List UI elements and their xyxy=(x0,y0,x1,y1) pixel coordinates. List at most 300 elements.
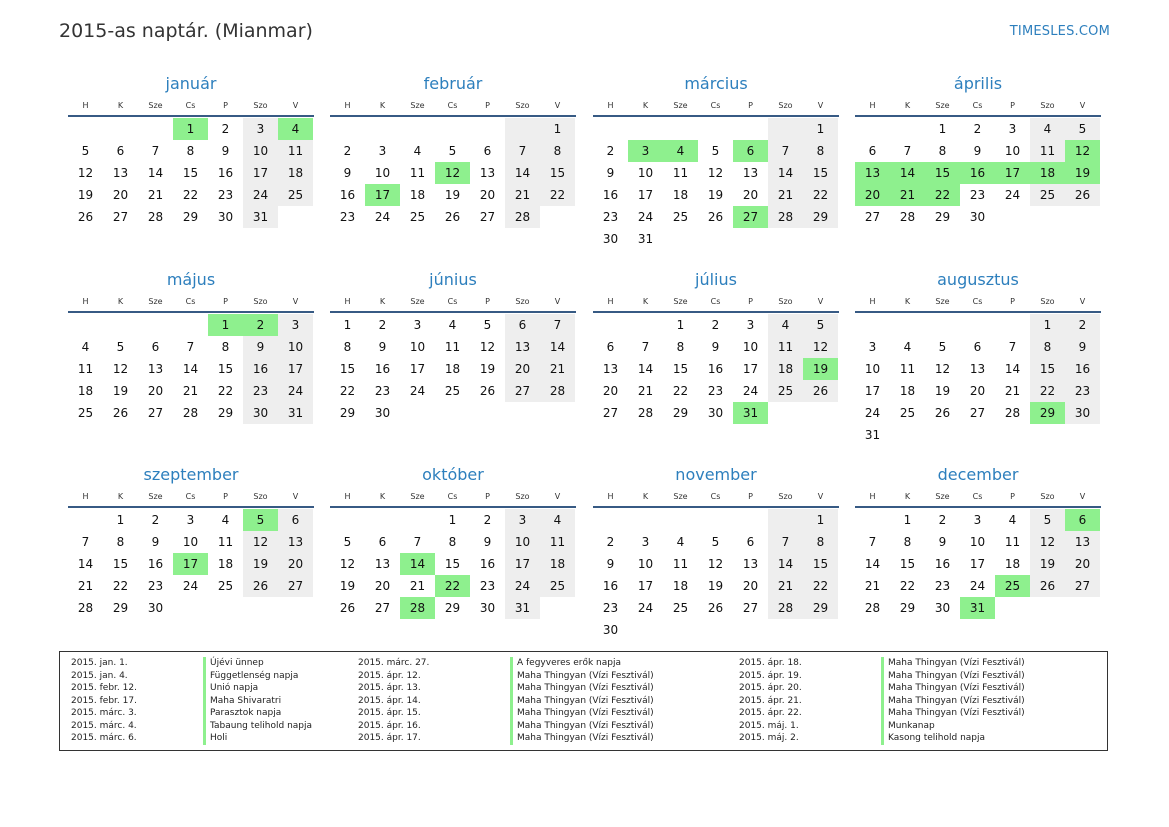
day-cell: 28 xyxy=(505,206,540,228)
holiday-date: 2015. márc. 4. xyxy=(71,720,137,731)
holiday-day-cell: 4 xyxy=(278,118,313,140)
holiday-day-cell: 17 xyxy=(365,184,400,206)
empty-day-cell xyxy=(505,118,540,140)
weekday-label: V xyxy=(554,492,561,501)
day-cell: 18 xyxy=(768,358,803,380)
day-cell: 1 xyxy=(903,513,912,527)
day-cell: 4 xyxy=(768,314,803,336)
day-cell: 12 xyxy=(479,340,496,354)
weekday-label: Szo xyxy=(515,297,530,306)
day-cell: 6 xyxy=(868,144,877,158)
holiday-row xyxy=(71,695,401,708)
day-cell: 8 xyxy=(448,535,457,549)
empty-day-cell xyxy=(103,314,138,336)
weekday-label: H xyxy=(607,297,614,306)
holiday-row xyxy=(71,720,401,733)
day-cell: 13 xyxy=(602,362,619,376)
weekday-label: V xyxy=(292,101,299,110)
day-cell: 4 xyxy=(676,535,685,549)
day-cell: 1 xyxy=(448,513,457,527)
day-cell: 17 xyxy=(505,553,540,575)
day-cell: 29 xyxy=(182,210,199,224)
weekday-label: K xyxy=(117,101,124,110)
weekday-header xyxy=(855,293,1101,313)
weekday-label: P xyxy=(485,101,490,110)
day-cell: 8 xyxy=(186,144,195,158)
holiday-row xyxy=(71,670,401,683)
day-cell: 7 xyxy=(505,140,540,162)
empty-day-cell xyxy=(173,314,208,336)
day-cell: 13 xyxy=(374,557,391,571)
day-cell: 27 xyxy=(742,601,759,615)
day-cell: 20 xyxy=(602,384,619,398)
holiday-column xyxy=(71,657,401,745)
day-cell: 7 xyxy=(540,314,575,336)
day-cell: 11 xyxy=(409,166,426,180)
day-cell: 16 xyxy=(602,188,619,202)
day-cell: 10 xyxy=(637,166,654,180)
holiday-name: Unió napja xyxy=(203,682,258,695)
day-cell: 26 xyxy=(112,406,129,420)
weekday-label: Sze xyxy=(673,297,688,306)
day-cell: 10 xyxy=(505,531,540,553)
month-block xyxy=(68,73,314,228)
holiday-row xyxy=(358,707,688,720)
day-cell: 18 xyxy=(409,188,426,202)
day-cell: 24 xyxy=(278,380,313,402)
day-cell: 24 xyxy=(505,575,540,597)
day-cell: 29 xyxy=(444,601,461,615)
holiday-name: Maha Thingyan (Vízi Fesztivál) xyxy=(510,720,654,733)
day-cell: 23 xyxy=(602,210,619,224)
weekday-label: H xyxy=(607,101,614,110)
day-cell: 19 xyxy=(934,384,951,398)
holiday-row xyxy=(739,695,1069,708)
day-cell: 30 xyxy=(243,402,278,424)
empty-day-cell xyxy=(330,509,365,531)
day-cell: 3 xyxy=(973,513,982,527)
weekday-header xyxy=(330,293,576,313)
holiday-day-cell: 16 xyxy=(960,162,995,184)
holiday-date: 2015. jan. 4. xyxy=(71,670,128,681)
day-cell: 15 xyxy=(899,557,916,571)
weekday-label: Cs xyxy=(972,492,983,501)
day-cell: 25 xyxy=(217,579,234,593)
weekday-label: H xyxy=(869,101,876,110)
day-cell: 16 xyxy=(707,362,724,376)
holiday-row xyxy=(358,695,688,708)
day-cell: 6 xyxy=(606,340,615,354)
weekday-header xyxy=(330,488,576,508)
day-cell: 7 xyxy=(768,531,803,553)
weekday-label: V xyxy=(1079,297,1086,306)
weekday-label: H xyxy=(82,492,89,501)
empty-day-cell xyxy=(138,314,173,336)
day-cell: 5 xyxy=(1030,509,1065,531)
holiday-day-cell: 1 xyxy=(173,118,208,140)
weekday-label: K xyxy=(642,297,649,306)
day-cell: 19 xyxy=(707,188,724,202)
weekday-label: Cs xyxy=(447,101,458,110)
day-cell: 5 xyxy=(938,340,947,354)
weekday-label: K xyxy=(379,492,386,501)
holiday-date: 2015. máj. 2. xyxy=(739,733,799,743)
month-name: szeptember xyxy=(143,465,239,484)
holiday-date: 2015. ápr. 17. xyxy=(358,733,421,743)
empty-day-cell xyxy=(698,118,733,140)
day-cell: 19 xyxy=(444,188,461,202)
weekday-header xyxy=(855,97,1101,117)
holiday-day-cell: 1 xyxy=(208,314,243,336)
empty-day-cell xyxy=(960,314,995,336)
holiday-column xyxy=(739,657,1069,745)
day-cell: 9 xyxy=(483,535,492,549)
day-cell: 16 xyxy=(217,166,234,180)
month-name: augusztus xyxy=(937,270,1019,289)
holiday-day-cell: 20 xyxy=(855,184,890,206)
empty-day-cell xyxy=(470,118,505,140)
weekday-label: H xyxy=(344,101,351,110)
day-cell: 1 xyxy=(343,318,352,332)
holiday-date: 2015. ápr. 15. xyxy=(358,708,421,718)
day-cell: 19 xyxy=(243,553,278,575)
weekday-label: K xyxy=(642,101,649,110)
day-cell: 4 xyxy=(413,144,422,158)
day-cell: 6 xyxy=(151,340,160,354)
day-cell: 13 xyxy=(742,557,759,571)
weekday-label: V xyxy=(1079,101,1086,110)
weekday-label: K xyxy=(904,101,911,110)
holiday-name: Maha Thingyan (Vízi Fesztivál) xyxy=(510,682,654,695)
page-title: 2015-as naptár. (Mianmar) xyxy=(59,20,313,42)
holiday-name: Maha Thingyan (Vízi Fesztivál) xyxy=(881,695,1025,708)
day-cell: 17 xyxy=(969,557,986,571)
weekday-label: Sze xyxy=(148,492,163,501)
day-cell: 12 xyxy=(707,166,724,180)
day-cell: 16 xyxy=(243,358,278,380)
weekday-header xyxy=(68,97,314,117)
day-cell: 22 xyxy=(540,184,575,206)
day-cell: 24 xyxy=(243,184,278,206)
day-cell: 4 xyxy=(81,340,90,354)
day-cell: 25 xyxy=(444,384,461,398)
weekday-label: H xyxy=(607,492,614,501)
month-block xyxy=(855,73,1101,228)
day-cell: 21 xyxy=(505,184,540,206)
day-cell: 10 xyxy=(243,140,278,162)
day-cell: 2 xyxy=(483,513,492,527)
holiday-name: Munkanap xyxy=(881,720,935,733)
day-cell: 11 xyxy=(278,140,313,162)
holiday-date: 2015. márc. 3. xyxy=(71,708,137,718)
holiday-name: Maha Thingyan (Vízi Fesztivál) xyxy=(510,670,654,683)
weekday-label: K xyxy=(904,297,911,306)
day-cell: 3 xyxy=(746,318,755,332)
weekday-label: P xyxy=(748,101,753,110)
day-cell: 13 xyxy=(969,362,986,376)
day-cell: 23 xyxy=(147,579,164,593)
day-cell: 19 xyxy=(339,579,356,593)
day-cell: 27 xyxy=(147,406,164,420)
day-cell: 25 xyxy=(540,575,575,597)
day-cell: 12 xyxy=(77,166,94,180)
day-cell: 30 xyxy=(602,232,619,246)
month-name: július xyxy=(695,270,737,289)
weekday-label: Szo xyxy=(1040,492,1055,501)
day-cell: 17 xyxy=(637,579,654,593)
day-cell: 6 xyxy=(483,144,492,158)
day-cell: 27 xyxy=(602,406,619,420)
day-cell: 31 xyxy=(505,597,540,619)
day-cell: 14 xyxy=(147,166,164,180)
holiday-name: Maha Thingyan (Vízi Fesztivál) xyxy=(881,707,1025,720)
weekday-label: V xyxy=(817,297,824,306)
day-cell: 21 xyxy=(540,358,575,380)
holiday-row xyxy=(358,732,688,745)
empty-day-cell xyxy=(400,118,435,140)
holiday-day-cell: 5 xyxy=(243,509,278,531)
day-cell: 9 xyxy=(151,535,160,549)
day-cell: 28 xyxy=(147,210,164,224)
holiday-row xyxy=(739,707,1069,720)
day-cell: 28 xyxy=(540,380,575,402)
day-cell: 25 xyxy=(899,406,916,420)
day-cell: 5 xyxy=(1065,118,1100,140)
day-cell: 16 xyxy=(374,362,391,376)
holiday-name: Maha Thingyan (Vízi Fesztivál) xyxy=(510,707,654,720)
day-cell: 1 xyxy=(803,509,838,531)
day-cell: 8 xyxy=(221,340,230,354)
month-block xyxy=(593,464,839,641)
day-cell: 29 xyxy=(899,601,916,615)
day-cell: 30 xyxy=(934,601,951,615)
day-cell: 8 xyxy=(540,140,575,162)
weekday-header xyxy=(68,488,314,508)
holiday-day-cell: 3 xyxy=(628,140,663,162)
weekday-label: Szo xyxy=(778,101,793,110)
day-cell: 23 xyxy=(707,384,724,398)
day-cell: 11 xyxy=(768,336,803,358)
weekday-label: K xyxy=(117,297,124,306)
weekday-label: V xyxy=(1079,492,1086,501)
day-cell: 15 xyxy=(112,557,129,571)
weekday-label: V xyxy=(554,101,561,110)
day-cell: 19 xyxy=(77,188,94,202)
day-cell: 18 xyxy=(672,579,689,593)
day-cell: 28 xyxy=(864,601,881,615)
holiday-column xyxy=(358,657,688,745)
weekday-label: Sze xyxy=(673,101,688,110)
day-cell: 12 xyxy=(934,362,951,376)
empty-day-cell xyxy=(628,314,663,336)
holiday-day-cell: 6 xyxy=(1065,509,1100,531)
day-cell: 6 xyxy=(746,535,755,549)
day-cell: 10 xyxy=(374,166,391,180)
weekday-label: Cs xyxy=(710,492,721,501)
weekday-label: P xyxy=(1010,492,1015,501)
day-cell: 16 xyxy=(602,579,619,593)
weekday-label: V xyxy=(817,492,824,501)
day-cell: 14 xyxy=(540,336,575,358)
day-cell: 14 xyxy=(768,162,803,184)
holiday-day-cell: 25 xyxy=(995,575,1030,597)
day-cell: 31 xyxy=(278,402,313,424)
weekday-label: Cs xyxy=(185,101,196,110)
day-cell: 1 xyxy=(1030,314,1065,336)
day-cell: 27 xyxy=(969,406,986,420)
empty-day-cell xyxy=(663,118,698,140)
day-cell: 3 xyxy=(641,535,650,549)
day-cell: 9 xyxy=(343,166,352,180)
day-cell: 15 xyxy=(217,362,234,376)
holiday-row xyxy=(739,720,1069,733)
day-cell: 15 xyxy=(1030,358,1065,380)
day-cell: 7 xyxy=(413,535,422,549)
day-cell: 29 xyxy=(672,406,689,420)
day-cell: 4 xyxy=(221,513,230,527)
holiday-name: Parasztok napja xyxy=(203,707,281,720)
day-cell: 2 xyxy=(606,535,615,549)
day-cell: 9 xyxy=(938,535,947,549)
day-cell: 30 xyxy=(707,406,724,420)
weekday-label: Szo xyxy=(515,492,530,501)
empty-day-cell xyxy=(593,509,628,531)
day-cell: 24 xyxy=(374,210,391,224)
holiday-row xyxy=(739,670,1069,683)
day-cell: 25 xyxy=(768,380,803,402)
day-cell: 14 xyxy=(1004,362,1021,376)
day-cell: 24 xyxy=(637,601,654,615)
day-cell: 11 xyxy=(672,557,689,571)
day-cell: 5 xyxy=(343,535,352,549)
day-cell: 7 xyxy=(768,140,803,162)
empty-day-cell xyxy=(733,509,768,531)
month-block xyxy=(855,269,1101,446)
day-cell: 14 xyxy=(768,553,803,575)
day-cell: 29 xyxy=(217,406,234,420)
day-cell: 19 xyxy=(112,384,129,398)
weekday-label: K xyxy=(904,492,911,501)
holiday-day-cell: 19 xyxy=(1065,162,1100,184)
day-cell: 29 xyxy=(339,406,356,420)
day-cell: 14 xyxy=(77,557,94,571)
day-cell: 13 xyxy=(742,166,759,180)
weekday-label: Cs xyxy=(185,297,196,306)
weekday-header xyxy=(330,97,576,117)
day-cell: 7 xyxy=(903,144,912,158)
day-cell: 27 xyxy=(505,380,540,402)
day-cell: 22 xyxy=(672,384,689,398)
day-cell: 23 xyxy=(339,210,356,224)
day-cell: 10 xyxy=(278,336,313,358)
day-cell: 22 xyxy=(182,188,199,202)
day-cell: 17 xyxy=(409,362,426,376)
day-cell: 17 xyxy=(243,162,278,184)
holiday-day-cell: 22 xyxy=(925,184,960,206)
holiday-name: Tabaung telihold napja xyxy=(203,720,312,733)
weekday-label: Cs xyxy=(447,492,458,501)
weekday-label: Sze xyxy=(148,297,163,306)
day-cell: 26 xyxy=(707,210,724,224)
day-cell: 26 xyxy=(1065,184,1100,206)
brand-link[interactable]: TIMESLES.COM xyxy=(1009,24,1110,39)
month-days xyxy=(330,314,576,424)
holiday-date: 2015. ápr. 22. xyxy=(739,708,802,718)
day-cell: 15 xyxy=(672,362,689,376)
day-cell: 21 xyxy=(409,579,426,593)
day-cell: 13 xyxy=(1065,531,1100,553)
empty-day-cell xyxy=(890,314,925,336)
weekday-label: Cs xyxy=(447,297,458,306)
day-cell: 3 xyxy=(243,118,278,140)
weekday-label: V xyxy=(554,297,561,306)
day-cell: 20 xyxy=(505,358,540,380)
weekday-label: Szo xyxy=(778,492,793,501)
day-cell: 13 xyxy=(112,166,129,180)
holiday-date: 2015. ápr. 14. xyxy=(358,695,421,706)
weekday-label: Szo xyxy=(778,297,793,306)
day-cell: 2 xyxy=(221,122,230,136)
day-cell: 16 xyxy=(479,557,496,571)
holiday-date: 2015. ápr. 18. xyxy=(739,658,802,668)
day-cell: 17 xyxy=(864,384,881,398)
weekday-label: K xyxy=(642,492,649,501)
holiday-day-cell: 29 xyxy=(1030,402,1065,424)
weekday-label: Sze xyxy=(410,297,425,306)
day-cell: 30 xyxy=(1065,402,1100,424)
day-cell: 26 xyxy=(444,210,461,224)
empty-day-cell xyxy=(68,509,103,531)
day-cell: 2 xyxy=(151,513,160,527)
empty-day-cell xyxy=(855,118,890,140)
holiday-row xyxy=(358,682,688,695)
day-cell: 9 xyxy=(243,336,278,358)
day-cell: 10 xyxy=(409,340,426,354)
empty-day-cell xyxy=(768,509,803,531)
day-cell: 5 xyxy=(483,318,492,332)
empty-day-cell xyxy=(890,118,925,140)
holiday-name: Maha Shivaratri xyxy=(203,695,281,708)
month-name: október xyxy=(422,465,484,484)
holiday-day-cell: 12 xyxy=(1065,140,1100,162)
day-cell: 30 xyxy=(217,210,234,224)
day-cell: 22 xyxy=(217,384,234,398)
day-cell: 20 xyxy=(969,384,986,398)
day-cell: 2 xyxy=(343,144,352,158)
day-cell: 14 xyxy=(182,362,199,376)
day-cell: 21 xyxy=(1004,384,1021,398)
day-cell: 4 xyxy=(448,318,457,332)
month-name: június xyxy=(429,270,477,289)
day-cell: 1 xyxy=(803,118,838,140)
month-name: április xyxy=(953,74,1003,93)
day-cell: 26 xyxy=(77,210,94,224)
day-cell: 2 xyxy=(711,318,720,332)
day-cell: 29 xyxy=(803,597,838,619)
day-cell: 29 xyxy=(803,206,838,228)
holiday-day-cell: 6 xyxy=(733,140,768,162)
holiday-day-cell: 19 xyxy=(803,358,838,380)
holiday-name: Holi xyxy=(203,732,227,745)
day-cell: 30 xyxy=(479,601,496,615)
day-cell: 7 xyxy=(186,340,195,354)
holiday-day-cell: 28 xyxy=(400,597,435,619)
day-cell: 4 xyxy=(903,340,912,354)
day-cell: 22 xyxy=(803,575,838,597)
day-cell: 23 xyxy=(479,579,496,593)
day-cell: 10 xyxy=(182,535,199,549)
month-block xyxy=(593,73,839,250)
